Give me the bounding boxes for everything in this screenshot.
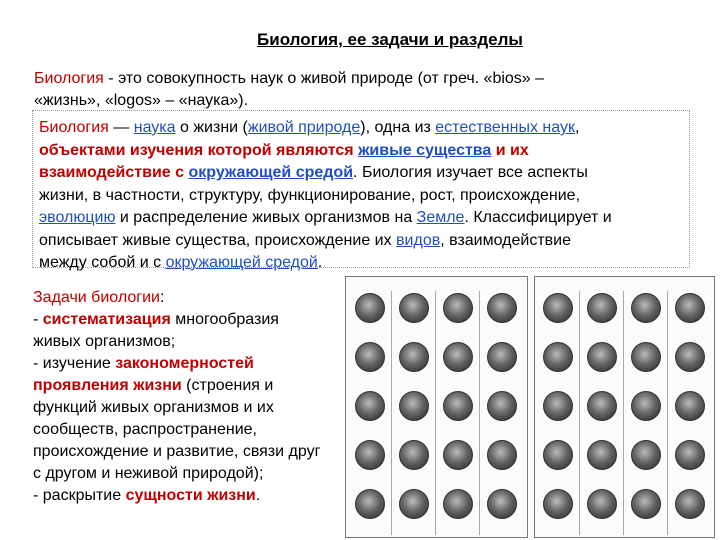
organism-image [443, 440, 473, 470]
link-living-nature[interactable]: живой природе [247, 119, 361, 136]
link-earth[interactable]: Земле [416, 209, 465, 226]
task-2-line-3: функций живых организмов и их [33, 399, 274, 416]
specimen-picture [626, 293, 666, 335]
organism-image [587, 391, 617, 421]
specimen-picture [350, 342, 390, 384]
task-1-prefix: - [33, 311, 43, 328]
column-divider [435, 291, 436, 535]
organism-image [631, 293, 661, 323]
organism-image [399, 391, 429, 421]
specimen-picture [482, 489, 522, 531]
link-evolution[interactable]: эволюцию [39, 209, 116, 226]
definition-box [32, 110, 690, 271]
specimen-picture [582, 342, 622, 384]
specimen-picture [670, 391, 710, 433]
organism-image [675, 489, 705, 519]
organism-image [487, 440, 517, 470]
classification-illustration [339, 276, 715, 538]
organism-image [443, 293, 473, 323]
specimen-picture [626, 440, 666, 482]
specimen-picture [626, 342, 666, 384]
specimen-picture [482, 391, 522, 433]
organism-image [587, 440, 617, 470]
specimen-picture [582, 391, 622, 433]
organism-image [399, 293, 429, 323]
column-divider [479, 291, 480, 535]
specimen-picture [582, 293, 622, 335]
link-environment[interactable]: окружающей средой [188, 164, 354, 181]
specimen-picture [482, 342, 522, 384]
organism-image [543, 489, 573, 519]
specimen-picture [670, 489, 710, 531]
organism-image [399, 342, 429, 372]
organism-image [587, 489, 617, 519]
organism-image [399, 440, 429, 470]
task-1-rest: многообразия [170, 311, 279, 328]
intro-paragraph [34, 68, 684, 112]
specimen-picture [538, 342, 578, 384]
specimen-picture [394, 342, 434, 384]
task-1-key: систематизация [42, 311, 171, 328]
specimen-picture [538, 391, 578, 433]
organism-image [543, 391, 573, 421]
tasks-colon: : [159, 289, 165, 306]
specimen-picture [538, 489, 578, 531]
link-species[interactable]: видов [396, 231, 441, 249]
organism-image [443, 489, 473, 519]
definition-interaction: взаимодействие с [39, 164, 189, 181]
organism-image [543, 293, 573, 323]
specimen-picture [350, 293, 390, 335]
organism-image [355, 342, 385, 372]
organism-image [443, 391, 473, 421]
specimen-picture [538, 293, 578, 335]
definition-dash: — [108, 119, 134, 136]
organism-image [487, 391, 517, 421]
definition-term: Биология [39, 119, 109, 136]
specimen-picture [582, 489, 622, 531]
task-3-prefix: - раскрытие [33, 487, 126, 504]
page-title: Биология, ее задачи и разделы [257, 30, 523, 49]
organism-image [675, 440, 705, 470]
definition-text-5: жизни, в частности, структуру, функционирование, рост, происхождение, [39, 186, 581, 204]
organism-image [355, 293, 385, 323]
specimen-picture [394, 391, 434, 433]
specimen-picture [626, 489, 666, 531]
definition-objects: объектами изучения которой являются [39, 141, 359, 159]
organism-image [487, 342, 517, 372]
intro-text-1: - это совокупность наук о живой природе (от греч. «bios» – [103, 70, 545, 87]
specimen-picture [482, 293, 522, 335]
specimen-picture [670, 293, 710, 335]
organism-image [587, 342, 617, 372]
organism-image [587, 293, 617, 323]
link-environment-2[interactable]: окружающей средой [165, 254, 318, 271]
organism-image [675, 293, 705, 323]
task-2-line-6: с другом и неживой природой); [33, 465, 264, 482]
tasks-block [33, 287, 363, 507]
definition-text-3: , [574, 119, 580, 136]
column-divider [667, 291, 668, 535]
link-living-beings[interactable]: живые существа [358, 141, 492, 159]
task-2-line-4: сообществ, распространение, [33, 421, 257, 438]
organism-image [675, 342, 705, 372]
definition-text-6: и распределение живых организмов на [115, 209, 417, 226]
organism-image [487, 293, 517, 323]
specimen-picture [350, 391, 390, 433]
specimen-picture [438, 489, 478, 531]
specimen-picture [670, 342, 710, 384]
organism-image [675, 391, 705, 421]
task-2-prefix: - изучение [33, 355, 116, 372]
specimen-picture [438, 293, 478, 335]
organism-image [631, 391, 661, 421]
specimen-picture [438, 440, 478, 482]
specimen-picture [350, 489, 390, 531]
column-divider [623, 291, 624, 535]
specimen-picture [394, 293, 434, 335]
task-2-rest: (строения и [181, 377, 274, 394]
organism-image [487, 489, 517, 519]
link-natural-sciences[interactable]: естественных наук [435, 119, 575, 136]
specimen-picture [350, 440, 390, 482]
intro-text-2: «жизнь», «logos» – «наука»). [34, 92, 249, 109]
organism-image [631, 489, 661, 519]
organism-image [443, 342, 473, 372]
organism-image [543, 342, 573, 372]
definition-text-9: , взаимодействие [440, 231, 571, 249]
specimen-picture [394, 440, 434, 482]
organism-image [543, 440, 573, 470]
definition-text-8: описывает живые существа, происхождение их [39, 231, 397, 249]
definition-text-11: . [317, 254, 323, 271]
organism-image [355, 440, 385, 470]
column-divider [391, 291, 392, 535]
task-2-key-1: закономерностей [115, 355, 254, 372]
classification-panel-left [345, 276, 528, 538]
link-science[interactable]: наука [133, 119, 176, 136]
intro-term: Биология [34, 70, 104, 87]
organism-image [631, 342, 661, 372]
tasks-heading: Задачи биологии [33, 289, 160, 306]
specimen-picture [582, 440, 622, 482]
task-3-end: . [255, 487, 261, 504]
specimen-picture [438, 342, 478, 384]
specimen-picture [538, 440, 578, 482]
specimen-picture [626, 391, 666, 433]
definition-text-2: ), одна из [360, 119, 436, 136]
specimen-picture [394, 489, 434, 531]
classification-panel-right [534, 276, 715, 538]
specimen-picture [670, 440, 710, 482]
organism-image [355, 489, 385, 519]
organism-image [355, 391, 385, 421]
task-2-line-5: происхождение и развитие, связи друг [33, 443, 321, 460]
task-1-line-2: живых организмов; [33, 333, 176, 350]
definition-and-their: и их [491, 141, 529, 159]
task-3-key: сущности жизни [125, 487, 256, 504]
definition-text-10: между собой и с [39, 254, 166, 271]
specimen-picture [438, 391, 478, 433]
task-2-key-2: проявления жизни [33, 377, 182, 394]
specimen-picture [482, 440, 522, 482]
definition-text-4: . Биология изучает все аспекты [353, 164, 588, 181]
organism-image [399, 489, 429, 519]
definition-text-7: . Классифицирует и [464, 209, 612, 226]
definition-text-1: о жизни ( [175, 119, 248, 136]
organism-image [631, 440, 661, 470]
column-divider [579, 291, 580, 535]
